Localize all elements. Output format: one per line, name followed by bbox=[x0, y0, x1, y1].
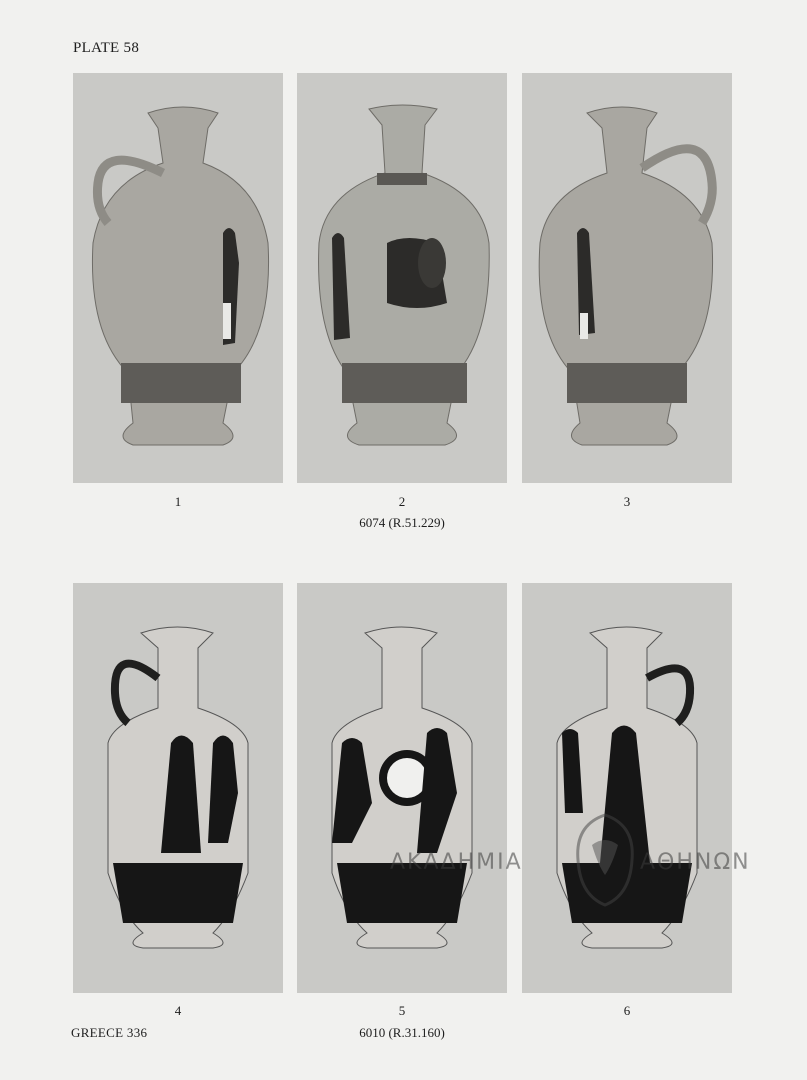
vase-photo-1 bbox=[73, 73, 283, 483]
vase-photo-6 bbox=[522, 583, 732, 993]
vase-photo-2 bbox=[297, 73, 507, 483]
vase-photo-5 bbox=[297, 583, 507, 993]
figure-number-4: 4 bbox=[174, 1003, 182, 1018]
series-footer: GREECE 336 bbox=[71, 1025, 148, 1040]
lekythos-black-figure-icon bbox=[108, 627, 248, 948]
lekythos-black-figure-icon bbox=[332, 627, 472, 948]
figure-number-6: 6 bbox=[623, 1003, 631, 1018]
lekythos-side-view-icon bbox=[539, 107, 712, 445]
vase-photo-4 bbox=[73, 583, 283, 993]
figure-number-3: 3 bbox=[623, 494, 631, 509]
watermark-text-right: ΑΘΗΝΩΝ bbox=[640, 850, 751, 875]
academy-seal-icon bbox=[560, 805, 650, 915]
watermark-text-left: ΑΚΑΔΗΜΙΑ bbox=[390, 850, 523, 875]
figure-number-2: 2 bbox=[398, 494, 406, 509]
vase-photo-3 bbox=[522, 73, 732, 483]
lekythos-side-view-icon bbox=[92, 107, 268, 445]
lekythos-front-view-icon bbox=[319, 105, 490, 445]
figure-number-1: 1 bbox=[174, 494, 182, 509]
inventory-number-row-1: 6074 (R.51.229) bbox=[359, 515, 445, 530]
figure-number-5: 5 bbox=[398, 1003, 406, 1018]
inventory-number-row-2: 6010 (R.31.160) bbox=[359, 1025, 445, 1040]
plate-title: PLATE 58 bbox=[73, 40, 140, 56]
